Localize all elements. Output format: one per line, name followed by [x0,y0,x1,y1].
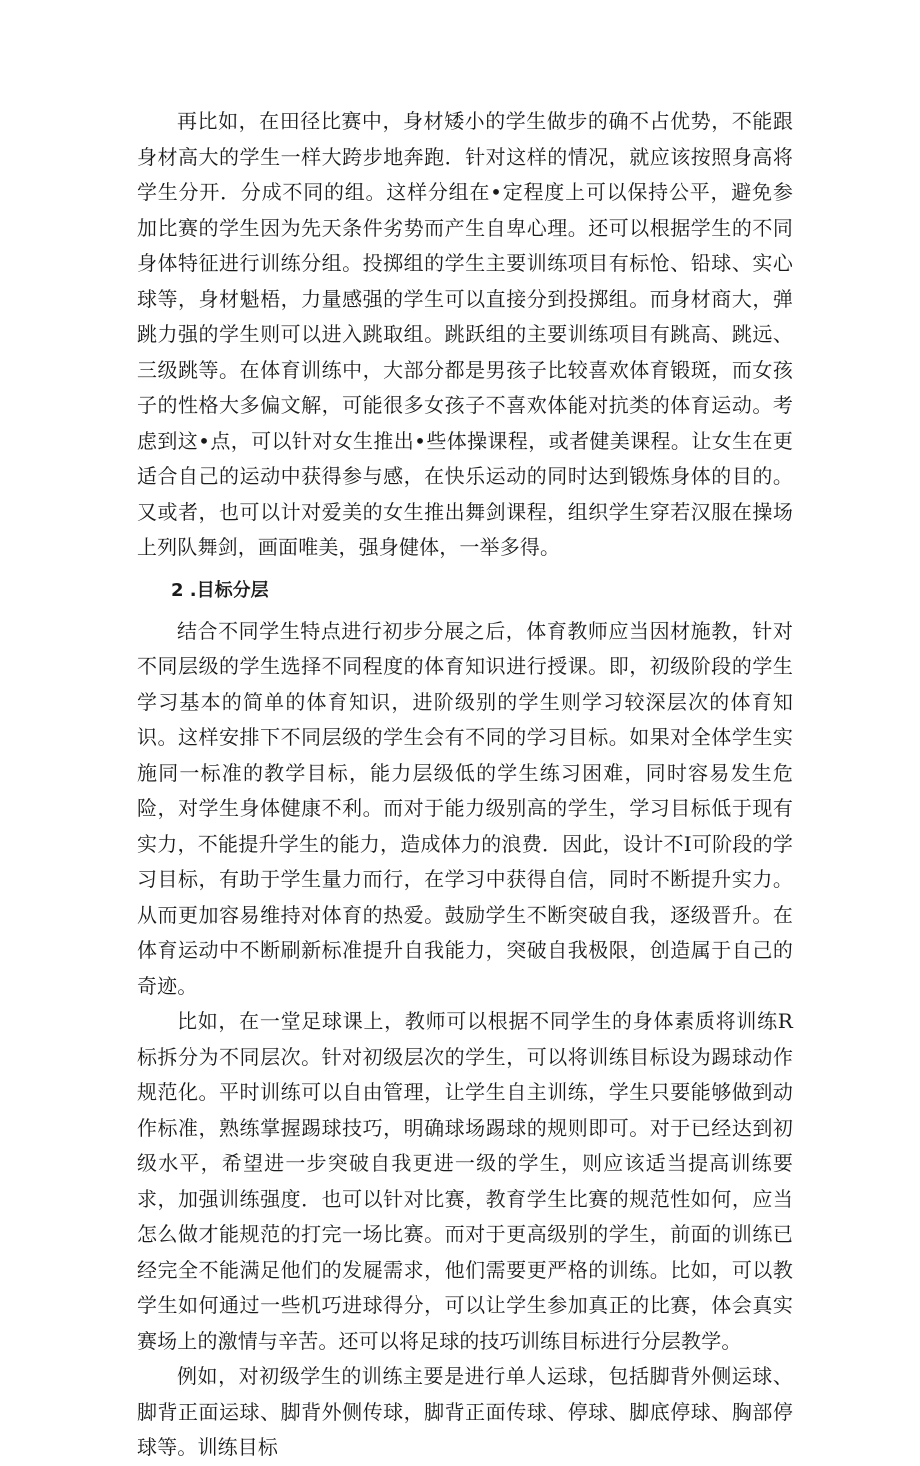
section-heading: 2 .目标分层 [171,579,269,601]
document-page [137,104,793,1466]
body-paragraph: 再比如，在田径比赛中，身材矮小的学生做步的确不占优势，不能跟身材高大的学生一样大跨步地奔跑．针对这样的情况，就应该按照身高将学生分开．分成不同的组。这样分组在•定程度上可以保持公平，避免参加比赛的学生因为先天条件劣势而产生自卑心理。还可以根据学生的不同身体特征进行训练分组。投掷组的学生主要训练项目有标怆、铅球、实心球等，身材魁梧，力量感强的学生可以直接分到投掷组。而身材商大，弹跳力强的学生则可以进入跳取组。跳跃组的主要训练项目有跳高、跳远、三级跳等。在体育训练中，大部分都是男孩子比较喜欢体育锻斑，而女孩子的性格大多偏文解，可能很多女孩子不喜欢体能对抗类的体育运动。考虑到这•点，可以针对女生推出•些体操课程，或者健美课程。让女生在更适合自己的运动中获得参与感，在快乐运动的同时达到锻炼身体的目的。又或者，也可以计对爱美的女生推出舞剑课程，组织学生穿若汉服在操场上列队舞剑，画面唯美，强身健体，一举多得。 [137,109,793,559]
body-paragraph: 结合不同学生特点进行初步分展之后，体育教师应当因材施教，针对不同层级的学生选择不同程度的体育知识进行授课。即，初级阶段的学生学习基本的简单的体育知识，进阶级别的学生则学习较深层次的体育知识。这样安排下不同层级的学生会有不同的学习目标。如果对全体学生实施同一标准的教学目标，能力层级低的学生练习困难，同时容易发生危险，对学生身体健康不利。而对于能力级别高的学生，学习目标低于现有实力，不能提升学生的能力，造成体力的浪费．因此，设计不I可阶段的学习目标，有助于学生量力而行，在学习中获得自信，同时不断提升实力。从而更加容易维持对体育的热爱。鼓励学生不断突破自我，逐级晋升。在体育运动中不断刷新标准提升自我能力，突破自我极限，创造属于自己的奇迹。 [137,618,793,998]
body-paragraph: 比如，在一堂足球课上，教师可以根据不同学生的身体素质将训练R标拆分为不同层次。针对初级层次的学生，可以将训练目标设为踢球动作规范化。平时训练可以自由管理，让学生自主训练，学生只要能够做到动作标准，熟练掌握踢球技巧，明确球场踢球的规则即可。对于已经达到初级水平，希望进一步突破自我更进一级的学生，则应该适当提高训练要求，加强训练强度．也可以针对比赛，教育学生比赛的规范性如何，应当怎么做才能规范的打完一场比赛。而对于更高级别的学生，前面的训练已经完全不能满足他们的发屣需求，他们需要更严格的训练。比如，可以教学生如何通过一些机巧进球得分，可以让学生参加真正的比赛，体会真实赛场上的激情与辛苦。还可以将足球的技巧训练目标进行分层教学。 [137,1009,793,1353]
body-paragraph: 例如，对初级学生的训练主要是进行单人运球，包括脚背外侧运球、脚背正面运球、脚背外侧传球，脚背正面传球、停球、脚底停球、胸部停球等。训练目标 [137,1364,793,1459]
